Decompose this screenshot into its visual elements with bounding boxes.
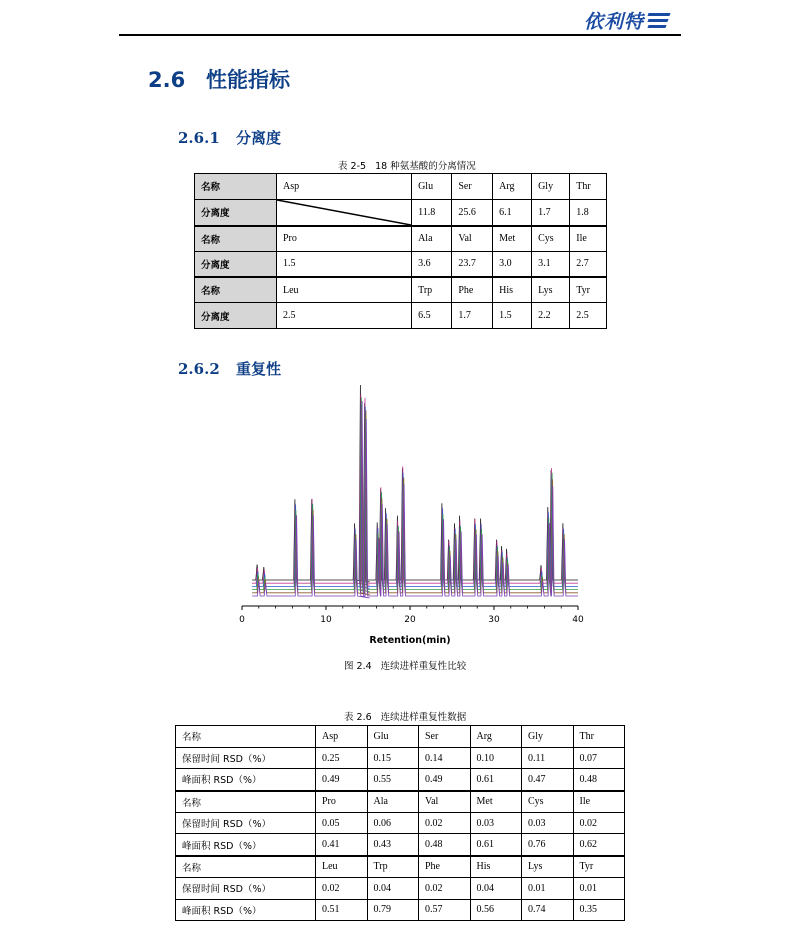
- resolution-value: 2.5: [570, 303, 607, 329]
- table-row: [195, 226, 607, 252]
- amino-acid-name: Pro: [316, 791, 368, 813]
- resolution-value: 1.5: [277, 251, 412, 277]
- retention-rsd-value: 0.15: [367, 747, 419, 769]
- area-rsd-value: 0.55: [367, 769, 419, 791]
- table-row: [176, 747, 625, 769]
- row-label: 名称: [195, 226, 277, 252]
- resolution-value: 6.1: [493, 199, 532, 226]
- brand-logo: [584, 7, 670, 33]
- x-tick-label: 20: [404, 615, 416, 625]
- amino-acid-name: Trp: [367, 856, 419, 878]
- row-label: 峰面积 RSD（%）: [176, 769, 316, 791]
- chromatogram-trace: [252, 407, 578, 595]
- retention-rsd-value: 0.14: [419, 747, 471, 769]
- header-rule: [119, 34, 681, 36]
- area-rsd-value: 0.43: [367, 834, 419, 856]
- amino-acid-name: Ile: [570, 226, 607, 252]
- row-label: 分离度: [195, 199, 277, 226]
- resolution-value: 3.6: [412, 251, 452, 277]
- amino-acid-name: Phe: [419, 856, 471, 878]
- retention-rsd-value: 0.04: [470, 877, 522, 899]
- resolution-value: 1.7: [532, 199, 570, 226]
- amino-acid-name: Leu: [316, 856, 368, 878]
- table-row: [195, 174, 607, 200]
- area-rsd-value: 0.48: [573, 769, 625, 791]
- resolution-value: 3.0: [493, 251, 532, 277]
- area-rsd-value: 0.61: [470, 769, 522, 791]
- row-label: 峰面积 RSD（%）: [176, 834, 316, 856]
- area-rsd-value: 0.79: [367, 899, 419, 921]
- area-rsd-value: 0.49: [419, 769, 471, 791]
- table-row: [176, 726, 625, 748]
- x-tick-label: 30: [488, 615, 500, 625]
- retention-rsd-value: 0.03: [522, 812, 574, 834]
- amino-acid-name: Ile: [573, 791, 625, 813]
- table-row: [195, 251, 607, 277]
- amino-acid-name: Asp: [277, 174, 412, 200]
- retention-rsd-value: 0.01: [522, 877, 574, 899]
- table-row: [176, 877, 625, 899]
- retention-rsd-value: 0.02: [316, 877, 368, 899]
- retention-rsd-value: 0.25: [316, 747, 368, 769]
- resolution-value: 6.5: [412, 303, 452, 329]
- subsection-title: 分离度: [236, 129, 282, 147]
- logo-mark-icon: [648, 13, 670, 28]
- area-rsd-value: 0.56: [470, 899, 522, 921]
- x-tick-label: 40: [572, 615, 584, 625]
- area-rsd-value: 0.62: [573, 834, 625, 856]
- amino-acid-name: Glu: [367, 726, 419, 748]
- retention-rsd-value: 0.04: [367, 877, 419, 899]
- area-rsd-value: 0.76: [522, 834, 574, 856]
- table-caption: 表 2-5 18 种氨基酸的分离情况: [338, 161, 476, 172]
- resolution-value: 23.7: [452, 251, 493, 277]
- resolution-value: 1.7: [452, 303, 493, 329]
- amino-acid-name: Asp: [316, 726, 368, 748]
- x-axis-label: Retention(min): [369, 635, 451, 646]
- retention-rsd-value: 0.05: [316, 812, 368, 834]
- subsection-title: 重复性: [236, 360, 282, 378]
- amino-acid-name: Ser: [419, 726, 471, 748]
- chromatogram-trace: [252, 394, 578, 585]
- retention-rsd-value: 0.03: [470, 812, 522, 834]
- amino-acid-name: Met: [493, 226, 532, 252]
- repeatability-table: [175, 725, 625, 921]
- amino-acid-name: Val: [452, 226, 493, 252]
- area-rsd-value: 0.57: [419, 899, 471, 921]
- row-label: 保留时间 RSD（%）: [176, 747, 316, 769]
- amino-acid-name: Pro: [277, 226, 412, 252]
- area-rsd-value: 0.47: [522, 769, 574, 791]
- amino-acid-name: Ala: [367, 791, 419, 813]
- area-rsd-value: 0.35: [573, 899, 625, 921]
- amino-acid-name: Met: [470, 791, 522, 813]
- amino-acid-name: Phe: [452, 277, 493, 303]
- amino-acid-name: Lys: [522, 856, 574, 878]
- amino-acid-name: Gly: [532, 174, 570, 200]
- subsection-heading-2: [178, 358, 281, 379]
- amino-acid-name: Thr: [573, 726, 625, 748]
- amino-acid-name: His: [493, 277, 532, 303]
- resolution-value: 2.5: [277, 303, 412, 329]
- resolution-value: 2.2: [532, 303, 570, 329]
- resolution-value: 25.6: [452, 199, 493, 226]
- amino-acid-name: Tyr: [570, 277, 607, 303]
- retention-rsd-value: 0.11: [522, 747, 574, 769]
- amino-acid-name: Leu: [277, 277, 412, 303]
- row-label: 保留时间 RSD（%）: [176, 812, 316, 834]
- amino-acid-name: Ala: [412, 226, 452, 252]
- table-row: [195, 303, 607, 329]
- row-label: 名称: [195, 277, 277, 303]
- amino-acid-name: Trp: [412, 277, 452, 303]
- figure-caption: 图 2.4 连续进样重复性比较: [344, 661, 467, 672]
- amino-acid-name: Glu: [412, 174, 452, 200]
- amino-acid-name: Arg: [493, 174, 532, 200]
- resolution-value: 1.8: [570, 199, 607, 226]
- retention-rsd-value: 0.02: [419, 877, 471, 899]
- area-rsd-value: 0.74: [522, 899, 574, 921]
- amino-acid-name: Tyr: [573, 856, 625, 878]
- plot-area: [239, 385, 584, 646]
- resolution-value: 1.5: [493, 303, 532, 329]
- subsection-number: 2.6.2: [178, 360, 220, 378]
- row-label: 名称: [176, 791, 316, 813]
- chromatogram-trace: [252, 398, 578, 592]
- section-number: 2.6: [148, 68, 186, 92]
- row-label: 保留时间 RSD（%）: [176, 877, 316, 899]
- retention-rsd-value: 0.02: [573, 812, 625, 834]
- amino-acid-name: Thr: [570, 174, 607, 200]
- table-row: [176, 834, 625, 856]
- area-rsd-value: 0.49: [316, 769, 368, 791]
- x-tick-label: 0: [239, 615, 245, 625]
- amino-acid-name: His: [470, 856, 522, 878]
- retention-rsd-value: 0.06: [367, 812, 419, 834]
- section-heading: [148, 64, 290, 94]
- table-row: [176, 769, 625, 791]
- amino-acid-name: Val: [419, 791, 471, 813]
- area-rsd-value: 0.51: [316, 899, 368, 921]
- subsection-number: 2.6.1: [178, 129, 220, 147]
- table-caption: 表 2.6 连续进样重复性数据: [344, 712, 467, 723]
- table-row: [176, 856, 625, 878]
- table-row: [195, 199, 607, 226]
- chromatogram-trace: [252, 403, 578, 588]
- table-row: [176, 899, 625, 921]
- retention-rsd-value: 0.10: [470, 747, 522, 769]
- amino-acid-name: Cys: [532, 226, 570, 252]
- amino-acid-name: Gly: [522, 726, 574, 748]
- area-rsd-value: 0.41: [316, 834, 368, 856]
- resolution-value: 3.1: [532, 251, 570, 277]
- amino-acid-name: Arg: [470, 726, 522, 748]
- subsection-heading-1: [178, 127, 281, 148]
- empty-diagonal-cell: [277, 199, 412, 226]
- table-row: [176, 812, 625, 834]
- logo-text: 依利特: [584, 10, 645, 33]
- amino-acid-name: Lys: [532, 277, 570, 303]
- table-row: [195, 277, 607, 303]
- row-label: 分离度: [195, 251, 277, 277]
- area-rsd-value: 0.61: [470, 834, 522, 856]
- retention-rsd-value: 0.02: [419, 812, 471, 834]
- row-label: 名称: [176, 726, 316, 748]
- section-title: 性能指标: [206, 68, 290, 92]
- row-label: 峰面积 RSD（%）: [176, 899, 316, 921]
- retention-rsd-value: 0.07: [573, 747, 625, 769]
- row-label: 名称: [176, 856, 316, 878]
- resolution-value: 11.8: [412, 199, 452, 226]
- row-label: 名称: [195, 174, 277, 200]
- chromatogram-trace: [252, 401, 578, 598]
- retention-rsd-value: 0.01: [573, 877, 625, 899]
- amino-acid-name: Cys: [522, 791, 574, 813]
- chromatogram-trace: [252, 385, 578, 582]
- row-label: 分离度: [195, 303, 277, 329]
- resolution-table: [194, 173, 607, 329]
- amino-acid-name: Ser: [452, 174, 493, 200]
- area-rsd-value: 0.48: [419, 834, 471, 856]
- x-tick-label: 10: [320, 615, 332, 625]
- table-row: [176, 791, 625, 813]
- chromatogram-chart: [225, 380, 595, 650]
- resolution-value: 2.7: [570, 251, 607, 277]
